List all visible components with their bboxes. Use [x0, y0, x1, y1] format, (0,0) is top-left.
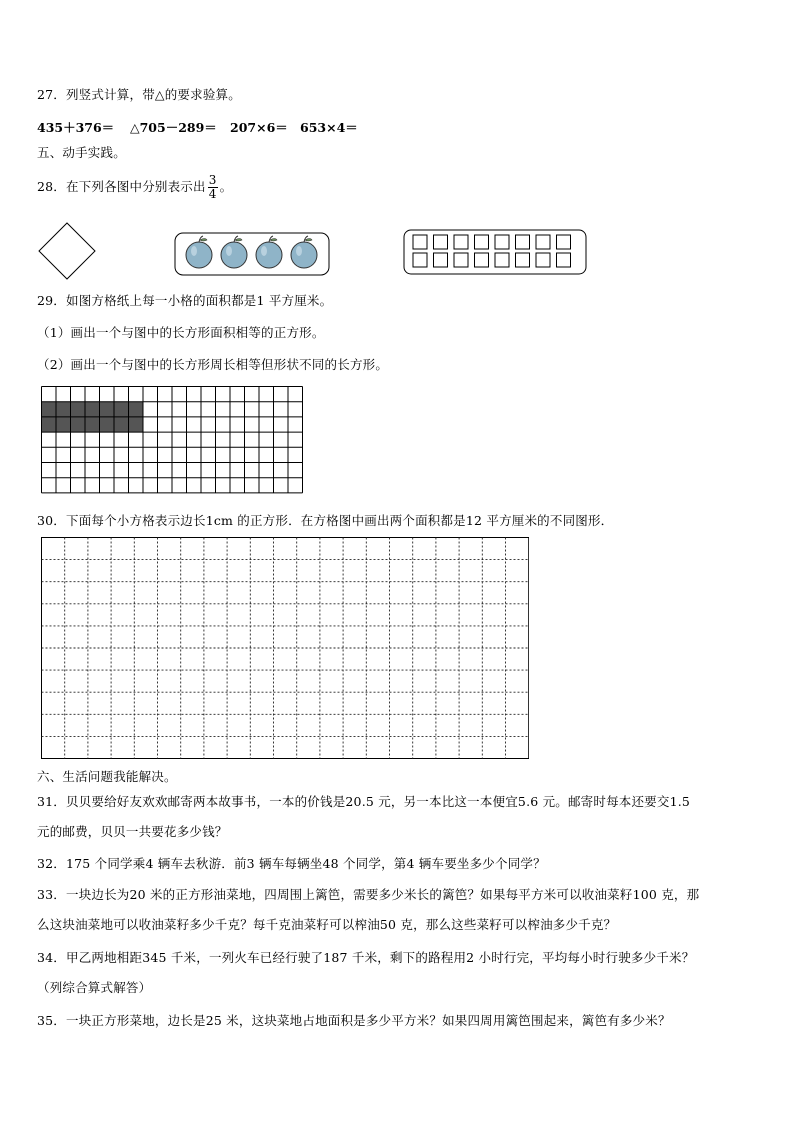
q31-line1: 31．贝贝要给好友欢欢邮寄两本故事书，一本的价钱是20.5 元，另一本比这一本便宜5.6 元。邮寄时每本还要交1.5: [37, 794, 691, 809]
q29-sub2: （2）画出一个与图中的长方形周长相等但形状不同的长方形。: [37, 357, 389, 372]
q28-text: [37, 174, 232, 201]
small-square: [413, 253, 427, 267]
small-square: [413, 235, 427, 249]
q28-suffix: 。: [219, 179, 233, 194]
q29-grid: [40, 385, 304, 495]
q32-text: 32．175 个同学乘4 辆车去秋游．前3 辆车每辆坐48 个同学，第4 辆车要坐多少个同学？: [37, 856, 546, 871]
small-square: [495, 253, 509, 267]
q29-sub1: （1）画出一个与图中的长方形面积相等的正方形。: [37, 325, 325, 340]
small-square: [475, 235, 489, 249]
section-5-heading: 五、动手实践。: [37, 145, 126, 160]
q34-line1: 34．甲乙两地相距345 千米，一列火车已经行驶了187 千米，剩下的路程用2 小时行完，平均每小时行驶多少千米？: [37, 950, 695, 965]
small-square: [495, 235, 509, 249]
small-square: [434, 235, 448, 249]
apple-icon: [256, 236, 282, 268]
small-square: [536, 235, 550, 249]
small-square: [557, 235, 571, 249]
fraction: [208, 174, 218, 201]
calc-item-1: 435＋376＝: [37, 120, 115, 135]
q33-line1: 33．一块边长为20 米的正方形油菜地，四周围上篱笆，需要多少米长的篱笆？如果每平方米可以收油菜籽100 克，那: [37, 887, 700, 902]
small-square: [454, 235, 468, 249]
apple-icon: [186, 236, 212, 268]
q35-text: 35．一块正方形菜地，边长是25 米，这块菜地占地面积是多少平方米？如果四周用篱笆围起来，篱笆有多少米？: [37, 1013, 671, 1028]
section-6-heading: 六、生活问题我能解决。: [37, 769, 177, 784]
apple-group-figure: [174, 229, 330, 277]
q30-grid: [40, 536, 529, 760]
fraction-numerator: 3: [208, 173, 217, 187]
small-square: [454, 253, 468, 267]
q27-text: 27．列竖式计算，带△的要求验算。: [37, 87, 241, 102]
apple-icon: [221, 236, 247, 268]
calc-item-2: △705－289＝: [130, 120, 217, 135]
q34-line2: （列综合算式解答）: [37, 980, 152, 995]
q30-text: 30．下面每个小方格表示边长1cm 的正方形．在方格图中画出两个面积都是12 平方厘米的不同图形．: [37, 513, 614, 528]
q28-prefix: 28．在下列各图中分别表示出: [37, 179, 206, 194]
small-square: [516, 235, 530, 249]
small-square: [557, 253, 571, 267]
q31-line2: 元的邮费，贝贝一共要花多少钱？: [37, 824, 228, 839]
calc-item-3: 207×6＝: [230, 120, 288, 135]
apple-icon: [291, 236, 317, 268]
small-square: [536, 253, 550, 267]
small-square: [434, 253, 448, 267]
fraction-denominator: 4: [208, 187, 217, 201]
diamond-figure: [37, 221, 97, 281]
calc-item-4: 653×4＝: [300, 120, 358, 135]
q29-text: 29．如图方格纸上每一小格的面积都是1 平方厘米。: [37, 293, 333, 308]
small-square: [475, 253, 489, 267]
squares-group-figure: [403, 229, 587, 275]
q33-line2: 么这块油菜地可以收油菜籽多少千克？每千克油菜籽可以榨油50 克，那么这些菜籽可以榨油多少千克？: [37, 917, 617, 932]
small-square: [516, 253, 530, 267]
